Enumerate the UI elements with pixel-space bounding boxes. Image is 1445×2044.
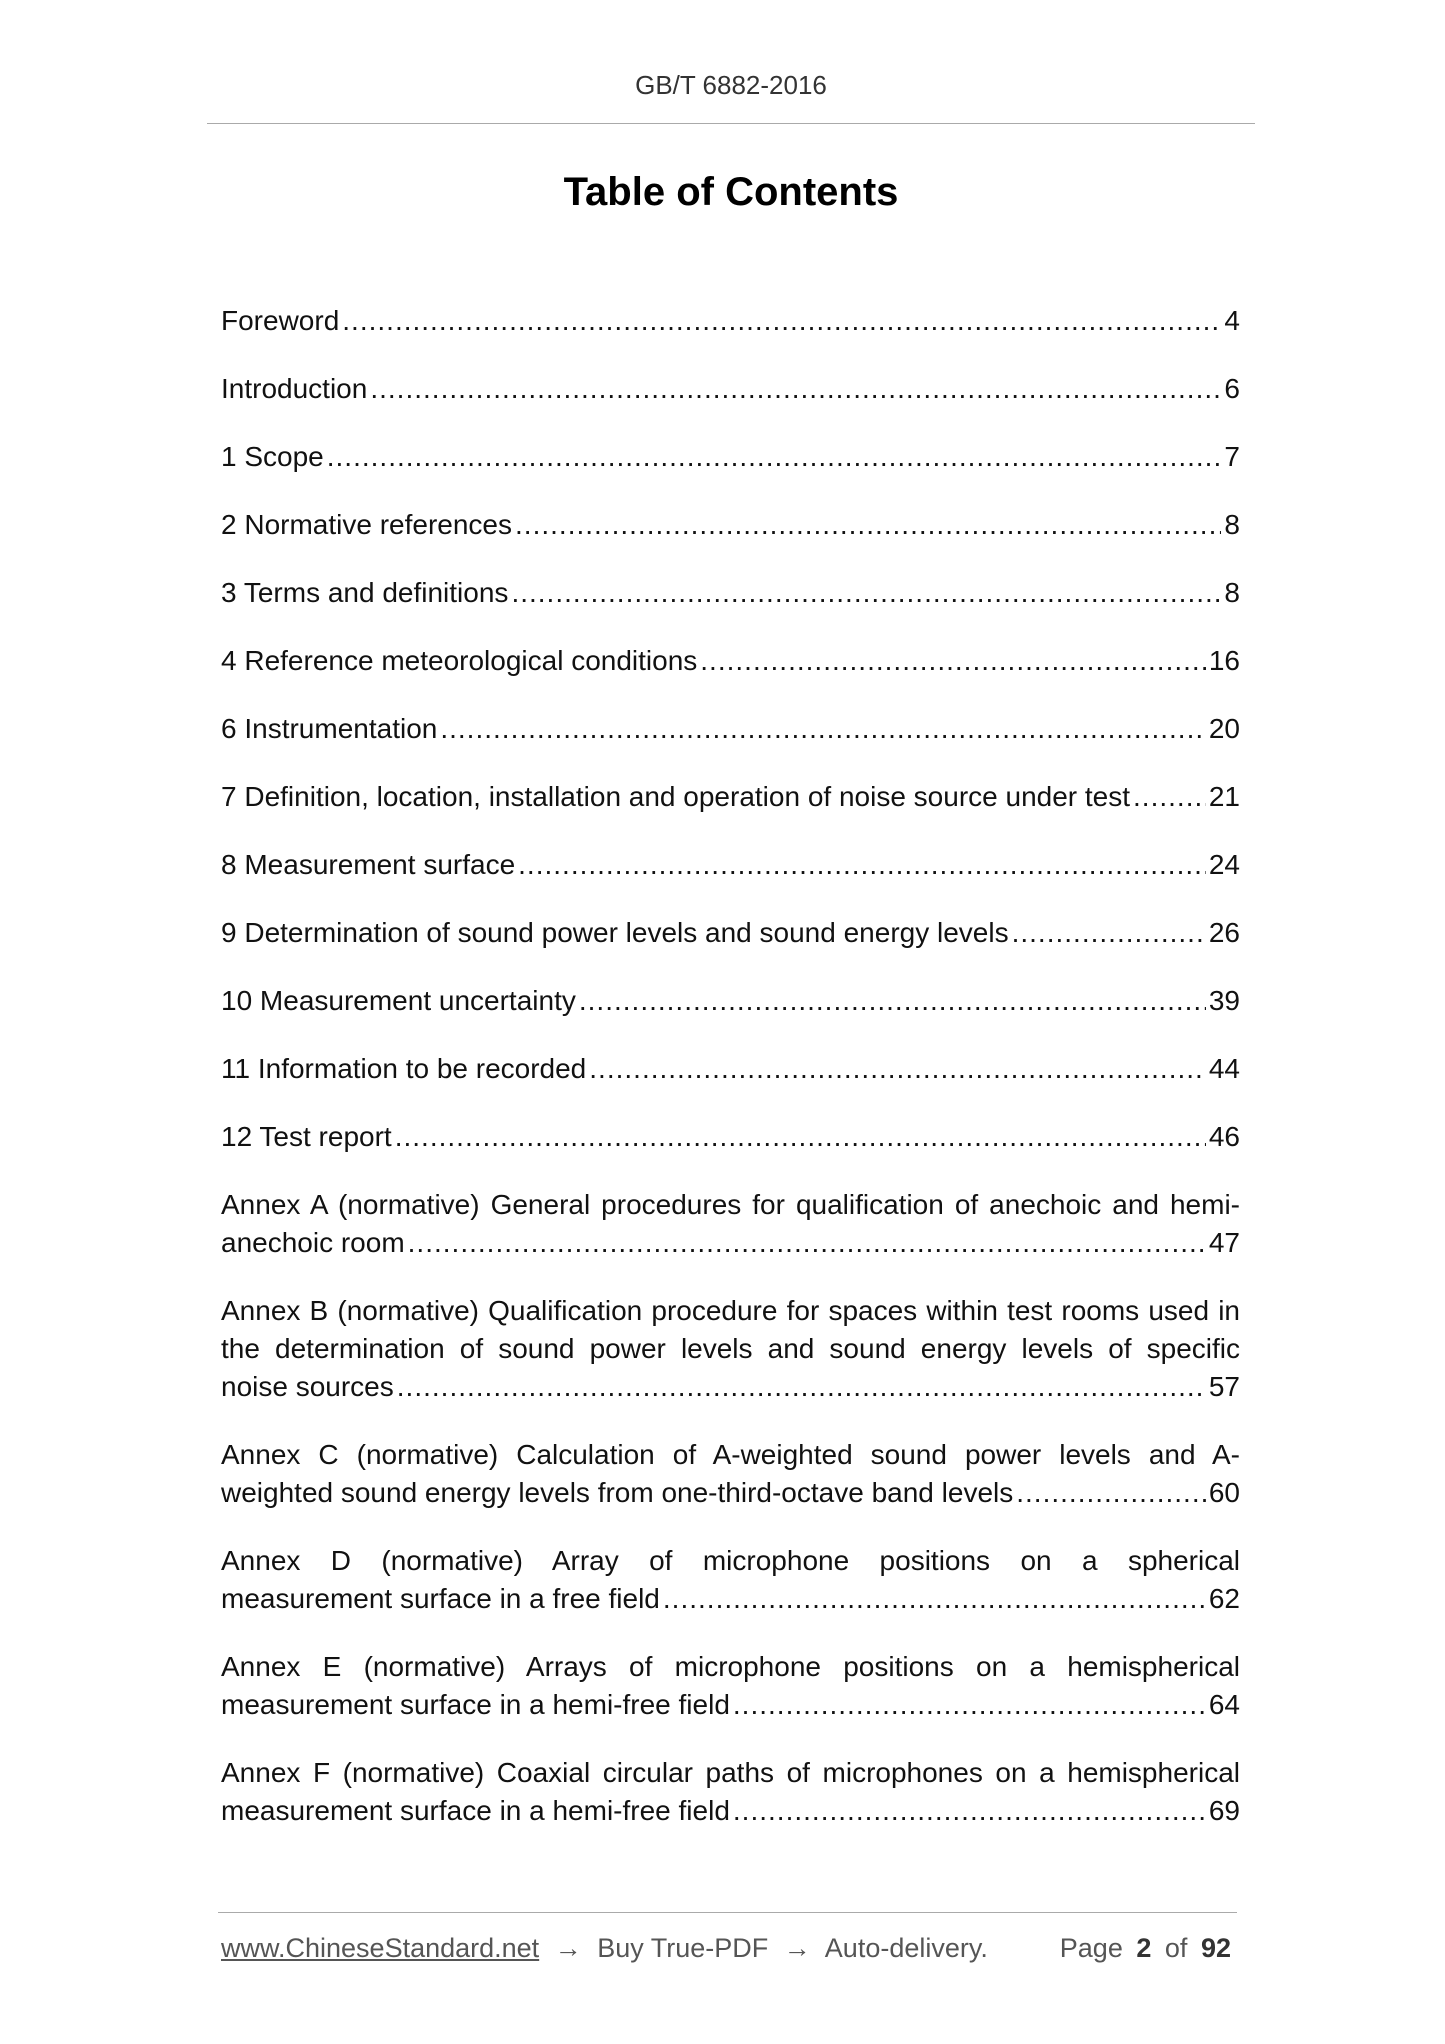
dot-leader [397,1368,1206,1406]
page-title: Table of Contents [563,170,899,214]
toc-entry-title: Foreword [221,305,340,336]
page-current: 2 [1136,1933,1152,1963]
dot-leader [342,302,1221,340]
toc-entry-sound-power-levels[interactable] [221,914,1240,952]
toc-page-number: 24 [1208,849,1240,880]
toc-page-number: 6 [1224,373,1240,404]
header-divider [207,123,1255,124]
toc-entry-title-lead: Annex C (normative) Calculation of A-weighted sound power levels and A- [221,1439,1240,1470]
toc-entry-normative-references[interactable] [221,506,1240,544]
toc-entry-title: 1 Scope [221,441,324,472]
toc-entry-title: measurement surface in a hemi-free field [221,1795,730,1826]
dot-leader [327,438,1222,476]
toc-entry-title: measurement surface in a hemi-free field [221,1689,730,1720]
toc-page-number: 64 [1208,1689,1240,1720]
toc-entry-information-recorded[interactable] [221,1050,1240,1088]
toc-entry-title-lead: Annex F (normative) Coaxial circular paths of microphones on a hemispherical [221,1757,1240,1788]
toc-entry-measurement-surface[interactable] [221,846,1240,884]
dot-leader [1133,778,1206,816]
toc-page-number: 60 [1208,1477,1240,1508]
toc-entry-title-lead: Annex B (normative) Qualification procedure for spaces within test rooms used in the determination of sound power levels and sound energy levels of specific [221,1295,1240,1364]
toc-entry-measurement-uncertainty[interactable] [221,982,1240,1020]
dot-leader [700,642,1206,680]
toc-entry-annex-b[interactable] [221,1292,1240,1406]
delivery-text: Auto-delivery. [824,1933,988,1963]
toc-entry-introduction[interactable] [221,370,1240,408]
toc-page-number: 44 [1208,1053,1240,1084]
toc-page-number: 7 [1224,441,1240,472]
dot-leader [1012,914,1206,952]
footer-promo [221,1933,988,1964]
toc-entry-noise-source[interactable] [221,778,1240,816]
dot-leader [518,846,1206,884]
buy-text: Buy True-PDF [597,1933,769,1963]
toc-entry-title: Introduction [221,373,368,404]
dot-leader [663,1580,1206,1618]
toc-page-number: 4 [1224,305,1240,336]
toc-page-number: 8 [1224,509,1240,540]
toc-page-number: 62 [1208,1583,1240,1614]
dot-leader [440,710,1206,748]
toc-list [221,302,1240,1860]
dot-leader [579,982,1206,1020]
toc-page-number: 20 [1208,713,1240,744]
toc-entry-annex-c[interactable] [221,1436,1240,1512]
dot-leader [511,574,1221,612]
toc-page-number: 69 [1208,1795,1240,1826]
dot-leader [370,370,1221,408]
page-indicator [1054,1933,1231,1964]
dot-leader [395,1118,1206,1156]
right-arrow-icon: → [554,1933,582,1963]
dot-leader [408,1224,1206,1262]
dot-leader [733,1792,1206,1830]
toc-entry-title: 3 Terms and definitions [221,577,509,608]
toc-entry-title: weighted sound energy levels from one-third-octave band levels [221,1477,1014,1508]
toc-page-number: 39 [1208,985,1240,1016]
dot-leader [515,506,1221,544]
dot-leader [1016,1474,1206,1512]
toc-entry-title: anechoic room [221,1227,405,1258]
toc-page-number: 26 [1208,917,1240,948]
toc-entry-title: measurement surface in a free field [221,1583,660,1614]
toc-entry-title: 11 Information to be recorded [221,1053,587,1084]
toc-entry-annex-d[interactable] [221,1542,1240,1618]
toc-entry-title-lead: Annex E (normative) Arrays of microphone positions on a hemispherical [221,1651,1240,1682]
toc-entry-title: 10 Measurement uncertainty [221,985,576,1016]
document-id-header: GB/T 6882-2016 [635,70,827,100]
toc-entry-title: 6 Instrumentation [221,713,438,744]
toc-entry-title: noise sources [221,1371,394,1402]
toc-page-number: 57 [1208,1371,1240,1402]
toc-entry-title: 4 Reference meteorological conditions [221,645,698,676]
toc-entry-title: 9 Determination of sound power levels and sound energy levels [221,917,1009,948]
toc-page-number: 47 [1208,1227,1240,1258]
toc-entry-annex-e[interactable] [221,1648,1240,1724]
toc-entry-reference-meteorological-conditions[interactable] [221,642,1240,680]
toc-entry-title: 7 Definition, location, installation and operation of noise source under test [221,781,1131,812]
page-total: 92 [1200,1933,1231,1963]
site-link[interactable]: www.ChineseStandard.net [221,1933,540,1963]
page-of: of [1164,1933,1188,1963]
toc-entry-foreword[interactable] [221,302,1240,340]
dot-leader [589,1050,1206,1088]
toc-page-number: 16 [1208,645,1240,676]
toc-entry-instrumentation[interactable] [221,710,1240,748]
toc-page-number: 8 [1224,577,1240,608]
toc-entry-scope[interactable] [221,438,1240,476]
dot-leader [733,1686,1206,1724]
footer-divider [218,1912,1237,1913]
page-label: Page [1059,1933,1123,1963]
toc-entry-annex-a[interactable] [221,1186,1240,1262]
toc-entry-title: 12 Test report [221,1121,392,1152]
right-arrow-icon: → [783,1933,811,1963]
toc-entry-title-lead: Annex A (normative) General procedures for qualification of anechoic and hemi- [221,1189,1240,1220]
toc-entry-title: 8 Measurement surface [221,849,516,880]
toc-page-number: 46 [1208,1121,1240,1152]
toc-page-number: 21 [1208,781,1240,812]
toc-entry-terms-and-definitions[interactable] [221,574,1240,612]
toc-entry-title-lead: Annex D (normative) Array of microphone positions on a spherical [221,1545,1240,1576]
toc-entry-annex-f[interactable] [221,1754,1240,1830]
toc-entry-title: 2 Normative references [221,509,513,540]
toc-entry-test-report[interactable] [221,1118,1240,1156]
page-footer [221,1933,1231,1964]
